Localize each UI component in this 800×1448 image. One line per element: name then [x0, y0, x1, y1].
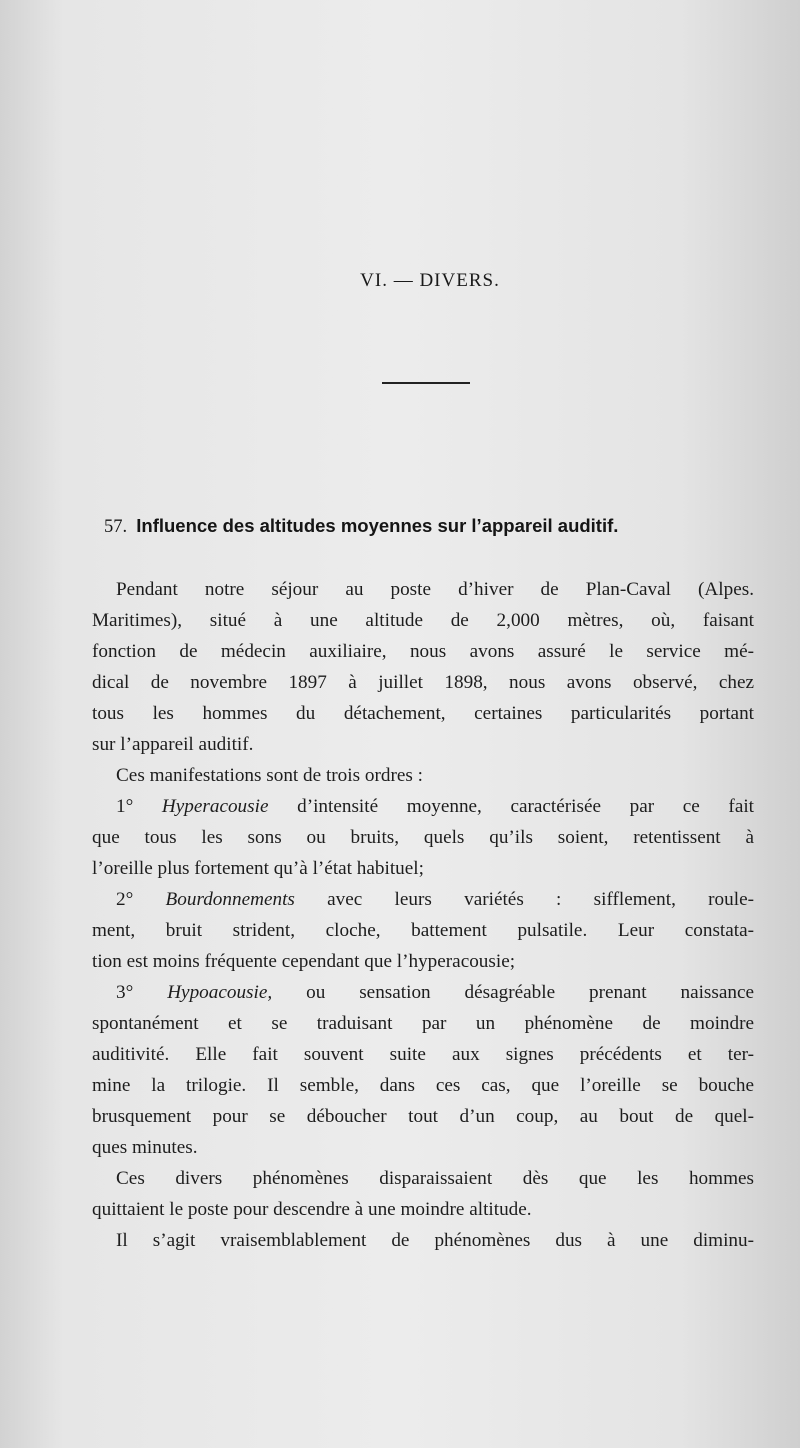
- text-line: brusquement pour se déboucher tout d’un coup, au bout de quel-: [92, 1106, 754, 1127]
- text-fragment: ou sensation désagréable prenant naissance: [272, 982, 754, 1003]
- text-line: ment, bruit strident, cloche, battement pulsatile. Leur constata-: [92, 920, 754, 941]
- text-line: mine la trilogie. Il semble, dans ces cas, que l’oreille se bouche: [92, 1075, 754, 1096]
- article-heading: [104, 515, 764, 538]
- text-line: ques minutes.: [92, 1137, 198, 1158]
- text-line: [92, 884, 754, 915]
- paragraph: [92, 1225, 754, 1256]
- text-line: tion est moins fréquente cependant que l’hyperacousie;: [92, 951, 516, 972]
- text-line: l’oreille plus fortement qu’à l’état habituel;: [92, 858, 424, 879]
- text-line: tous les hommes du détachement, certaines particularités portant: [92, 703, 754, 724]
- section-title: VI. — DIVERS.: [360, 270, 500, 291]
- article-number: 57.: [104, 517, 128, 537]
- text-line: [92, 791, 754, 822]
- text-line: auditivité. Elle fait souvent suite aux signes précédents et ter-: [92, 1044, 754, 1065]
- text-line: dical de novembre 1897 à juillet 1898, nous avons observé, chez: [92, 672, 754, 693]
- article-body: [92, 574, 754, 1256]
- term: Hyperacousie: [161, 796, 269, 817]
- text-line: Pendant notre séjour au poste d’hiver de Plan-Caval (Alpes.: [116, 579, 754, 600]
- text-line: [92, 977, 754, 1008]
- text-line: Il s’agit vraisemblablement de phénomènes dus à une diminu-: [116, 1230, 754, 1251]
- paragraph: [92, 884, 754, 977]
- paragraph: [92, 760, 754, 791]
- term: Bourdonnements: [165, 889, 295, 910]
- text-line: fonction de médecin auxiliaire, nous avons assuré le service mé-: [92, 641, 754, 662]
- paragraph: [92, 791, 754, 884]
- title-divider: [382, 382, 470, 384]
- text-line: Ces divers phénomènes disparaissaient dès que les hommes: [116, 1168, 754, 1189]
- text-line: Ces manifestations sont de trois ordres :: [116, 765, 423, 786]
- paragraph: [92, 574, 754, 760]
- text-line: quittaient le poste pour descendre à une moindre altitude.: [92, 1199, 532, 1220]
- text-line: sur l’appareil auditif.: [92, 734, 254, 755]
- text-fragment: d’intensité moyenne, caractérisée par ce fait: [268, 796, 754, 817]
- term: Hypoacousie,: [167, 982, 273, 1003]
- list-marker: 3°: [116, 982, 168, 1003]
- paragraph: [92, 1163, 754, 1225]
- list-marker: 1°: [116, 796, 162, 817]
- text-line: Maritimes), situé à une altitude de 2,000 mètres, où, faisant: [92, 610, 754, 631]
- paragraph: [92, 977, 754, 1163]
- text-line: que tous les sons ou bruits, quels qu’ils soient, retentissent à: [92, 827, 754, 848]
- text-fragment: avec leurs variétés : sifflement, roule-: [294, 889, 754, 910]
- text-line: spontanément et se traduisant par un phénomène de moindre: [92, 1013, 754, 1034]
- list-marker: 2°: [116, 889, 166, 910]
- article-title: Influence des altitudes moyennes sur l’appareil auditif.: [136, 515, 619, 536]
